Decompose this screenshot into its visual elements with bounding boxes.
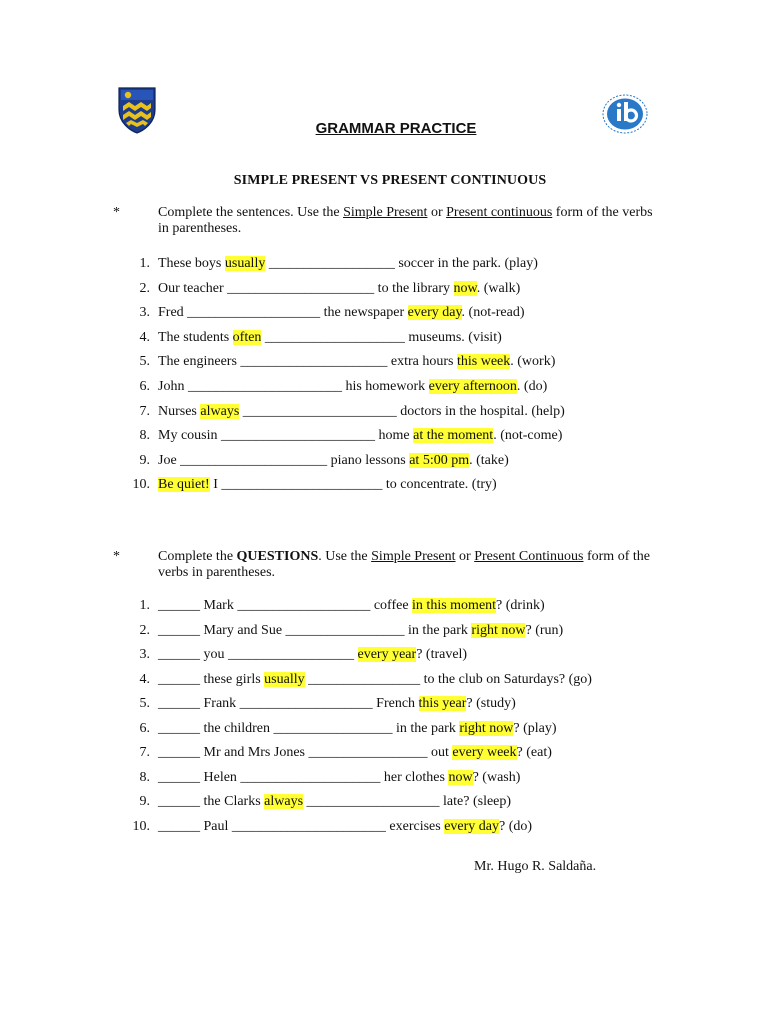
item-sentence: ______ Paul ______________________ exercises every day? (do) [158, 818, 533, 834]
time-expression-highlight: always [264, 794, 304, 809]
time-expression-highlight: this year [418, 696, 467, 711]
item-number: 4. [139, 329, 150, 345]
item-number: 8. [139, 769, 150, 785]
item-sentence: ______ Frank ___________________ French this year? (study) [158, 696, 516, 711]
list-item [0, 353, 768, 371]
page-subtitle: SIMPLE PRESENT VS PRESENT CONTINUOUS [233, 173, 547, 188]
item-sentence: The engineers _____________________ extra hours this week. (work) [158, 354, 556, 370]
list-item [0, 427, 768, 445]
list-item [0, 646, 768, 664]
item-sentence: ______ Mary and Sue _________________ in the park right now? (run) [158, 622, 564, 638]
item-sentence: These boys usually __________________ soccer in the park. (play) [158, 256, 538, 271]
item-number: 8. [139, 428, 150, 444]
time-expression-highlight: usually [264, 671, 305, 687]
item-sentence: Be quiet! I _______________________ to concentrate. (try) [158, 477, 497, 493]
list-item [0, 403, 768, 421]
item-number: 5. [139, 354, 150, 370]
item-number: 2. [139, 280, 150, 296]
bullet-marker: * [113, 205, 120, 220]
item-number: 4. [139, 671, 150, 687]
time-expression-highlight: this week [457, 354, 511, 370]
list-item [0, 744, 768, 762]
instructions-text: Complete the sentences. Use the Simple Present or Present continuous form of the verbs in parentheses. [158, 205, 653, 236]
item-sentence: ______ you __________________ every year? (travel) [158, 647, 468, 662]
time-expression-highlight: every day [407, 305, 462, 321]
item-sentence: My cousin ______________________ home at the moment. (not-come) [158, 428, 563, 444]
time-expression-highlight: now [453, 280, 477, 296]
author-signature: Mr. Hugo R. Saldaña. [474, 859, 597, 874]
item-number: 6. [139, 720, 150, 736]
list-item [0, 452, 768, 470]
item-sentence: Nurses always ______________________ doctors in the hospital. (help) [158, 403, 565, 419]
list-item [0, 378, 768, 396]
item-number: 7. [139, 403, 150, 419]
list-item [0, 769, 768, 787]
item-sentence: The students often ____________________ museums. (visit) [158, 329, 502, 345]
list-item [0, 818, 768, 836]
instructions-text: Complete the QUESTIONS. Use the Simple Present or Present Continuous form of the verbs in parentheses. [158, 549, 650, 580]
time-expression-highlight: in this moment [412, 598, 497, 613]
time-expression-highlight: right now [459, 720, 514, 736]
bullet-marker: * [113, 549, 120, 564]
time-expression-highlight: every week [452, 745, 517, 760]
item-sentence: ______ Mr and Mrs Jones _________________ out every week? (eat) [158, 745, 552, 760]
item-sentence: ______ the Clarks always ___________________ late? (sleep) [158, 794, 512, 809]
list-item [0, 695, 768, 713]
list-item [0, 476, 768, 494]
time-expression-highlight: every year [357, 647, 417, 662]
time-expression-highlight: often [232, 329, 262, 345]
list-item [0, 304, 768, 322]
item-sentence: John ______________________ his homework every afternoon. (do) [158, 379, 548, 394]
item-number: 1. [139, 256, 150, 271]
time-expression-highlight: at 5:00 pm [409, 452, 470, 468]
page-title: GRAMMAR PRACTICE [315, 120, 477, 137]
list-item [0, 720, 768, 738]
list-item [0, 671, 768, 689]
list-item [0, 622, 768, 640]
list-item [0, 329, 768, 347]
time-expression-highlight: at the moment [413, 428, 494, 444]
item-number: 5. [139, 696, 150, 711]
list-item [0, 280, 768, 298]
time-expression-highlight: right now [471, 622, 526, 638]
item-number: 3. [139, 647, 150, 662]
time-expression-highlight: usually [224, 256, 266, 271]
item-number: 1. [139, 598, 150, 613]
item-number: 3. [139, 305, 150, 321]
item-sentence: Fred ___________________ the newspaper every day. (not-read) [158, 305, 525, 321]
item-number: 10. [132, 818, 150, 834]
item-number: 7. [139, 745, 150, 760]
item-sentence: Joe _____________________ piano lessons at 5:00 pm. (take) [158, 452, 509, 468]
list-item [0, 255, 768, 273]
item-sentence: ______ Mark ___________________ coffee in this moment? (drink) [158, 598, 545, 613]
list-item [0, 793, 768, 811]
item-number: 6. [139, 379, 150, 394]
item-number: 2. [139, 622, 150, 638]
item-number: 9. [139, 794, 150, 809]
item-number: 9. [139, 452, 150, 468]
time-expression-highlight: always [200, 403, 240, 419]
list-item [0, 597, 768, 615]
time-expression-highlight: now [448, 769, 473, 785]
time-expression-highlight: every day [444, 818, 500, 834]
item-sentence: Our teacher _____________________ to the library now. (walk) [158, 280, 521, 296]
item-number: 10. [132, 477, 150, 493]
time-expression-highlight: Be quiet! [158, 477, 210, 493]
item-sentence: ______ the children _________________ in the park right now? (play) [158, 720, 557, 736]
time-expression-highlight: every afternoon [428, 379, 517, 394]
item-sentence: ______ Helen ____________________ her clothes now? (wash) [158, 769, 521, 785]
item-sentence: ______ these girls usually ________________ to the club on Saturdays? (go) [158, 671, 592, 687]
